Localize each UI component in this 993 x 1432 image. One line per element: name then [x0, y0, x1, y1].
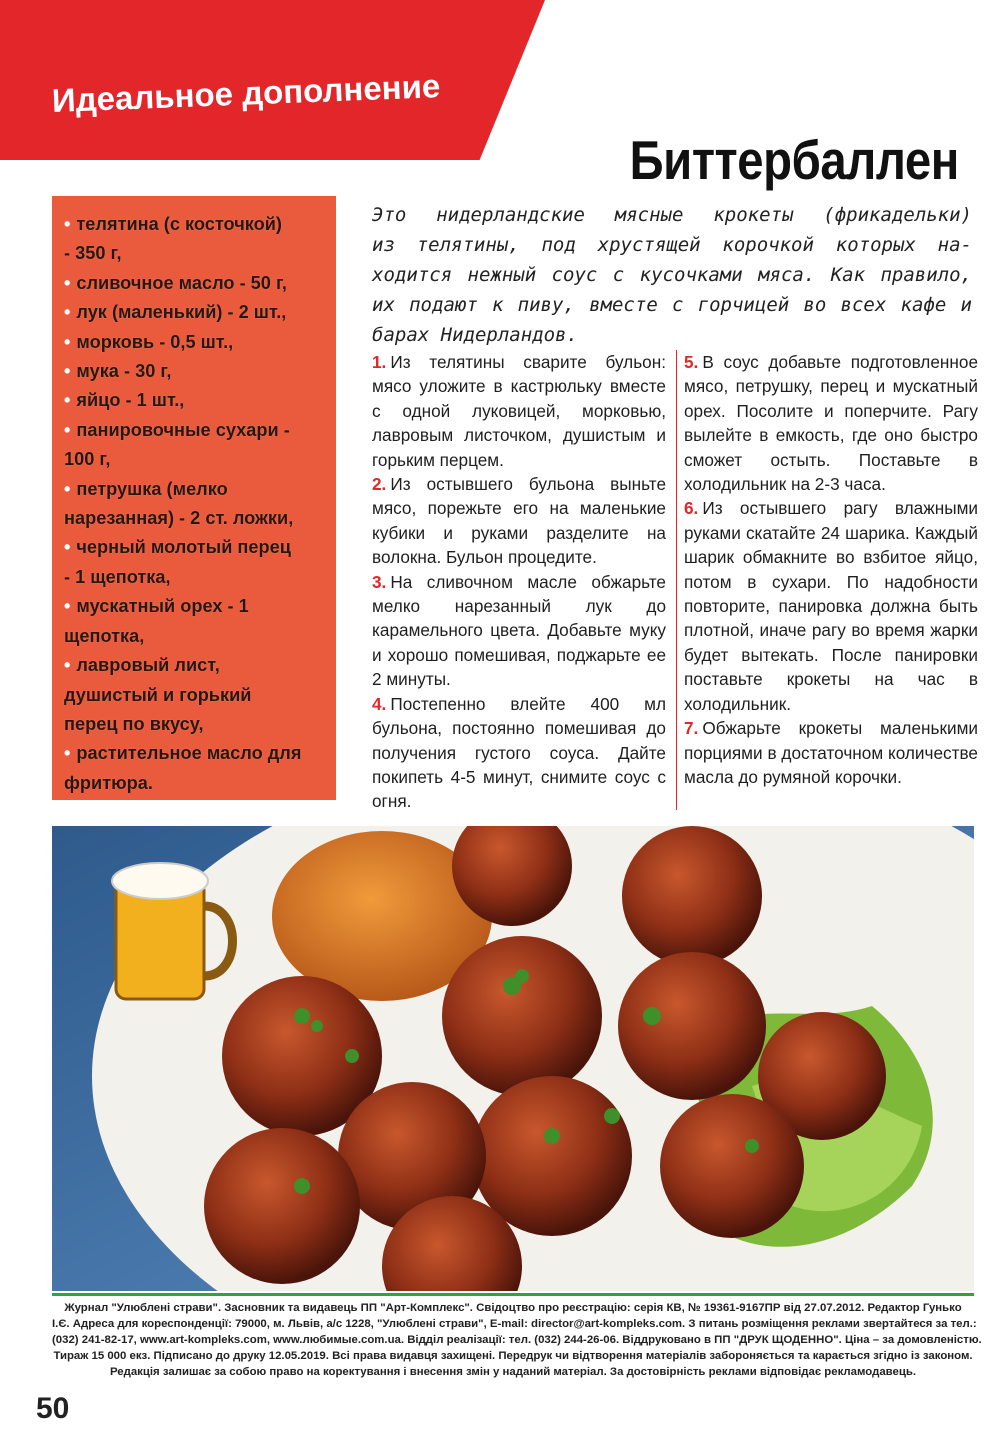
ingredient-line	[64, 504, 328, 533]
recipe-step	[372, 570, 666, 692]
intro-line: барах Нидерландов.	[372, 324, 578, 346]
ingredient-line	[64, 386, 328, 415]
bullet-icon: •	[64, 596, 71, 617]
ingredient-text: лавровый лист,	[76, 655, 220, 676]
step-number: 3.	[372, 571, 387, 592]
step-number: 2.	[372, 474, 387, 495]
recipe-intro	[372, 200, 972, 350]
bullet-icon: •	[64, 214, 71, 234]
recipe-step	[372, 692, 666, 814]
ingredient-line	[64, 269, 328, 298]
recipe-step	[684, 496, 978, 716]
bullet-icon: •	[64, 361, 71, 382]
ingredient-line	[64, 651, 328, 680]
ingredient-text: нарезанная) - 2 ст. ложки,	[64, 508, 294, 529]
ingredient-text: панировочные сухари -	[76, 419, 290, 440]
ingredient-line	[64, 622, 328, 651]
ingredient-text: - 1 щепотка,	[64, 566, 171, 587]
ingredient-text: лук (маленький) - 2 шт.,	[76, 302, 287, 323]
step-text: На сливочном масле обжарьте мелко нарезанный лук до карамельного цвета. Добавьте муку и хорошо помешивая, поджарьте ее 2 минуты.	[372, 571, 666, 690]
recipe-title: Биттербаллен	[629, 129, 959, 191]
imprint-line: І.Є. Адреса для кореспонденції: 79000, м. Львів, а/с 1228, "Улюблені страви", E-mail: director@art-kompleks.com. З питань розміщення реклами звертайтеся за тел.:	[52, 1318, 977, 1330]
intro-line: ходится нежный соус с кусочками мяса. Как правило,	[372, 264, 972, 286]
recipe-step	[372, 472, 666, 570]
imprint-line: Журнал "Улюблені страви". Засновник та видавець ПП "Арт-Комплекс". Свідоцтво про реєстрацію: серія КВ, № 19361-9167ПР від 27.07.2012. Редактор Гунько	[64, 1302, 962, 1314]
ingredient-text: щепотка,	[64, 625, 145, 646]
publisher-imprint	[52, 1300, 982, 1380]
ingredient-text: душистый и горький	[64, 684, 252, 705]
ingredient-text: петрушка (мелко	[76, 478, 228, 499]
footer-rule	[52, 1293, 974, 1296]
step-text: Из остывшего бульона выньте мясо, порежьте его на маленькие кубики и руками разделите на волокна. Бульон процедите.	[372, 474, 666, 568]
ingredient-line	[64, 328, 328, 357]
bullet-icon: •	[64, 743, 71, 764]
bullet-icon: •	[64, 655, 71, 676]
ingredients-box	[52, 196, 336, 800]
ingredient-text: черный молотый перец	[76, 537, 291, 558]
steps-column-left	[372, 350, 666, 814]
bullet-icon: •	[64, 390, 71, 411]
ingredient-text: телятина (с косточкой)	[76, 214, 282, 234]
ingredient-text: растительное масло для	[76, 743, 302, 764]
step-number: 1.	[372, 352, 387, 372]
bullet-icon: •	[64, 478, 71, 499]
bullet-icon: •	[64, 272, 71, 293]
imprint-line: Тираж 15 000 екз. Підписано до друку 12.05.2019. Всі права видавця захищені. Передрук чи відтворення матеріалів забороняється та карається згідно із законом.	[53, 1350, 973, 1362]
step-text: Постепенно влейте 400 мл бульона, постоянно помешивая до получения густого соуса. Дайте покипеть 4-5 минут, снимите соус с огня.	[372, 693, 666, 812]
ingredient-line	[64, 239, 328, 268]
ingredient-line	[64, 533, 328, 562]
ingredient-text: - 350 г,	[64, 243, 122, 264]
section-title: Идеальное дополнение	[51, 67, 441, 119]
imprint-line: (032) 241-82-17, www.art-kompleks.com, www.любимые.com.ua. Відділ реалізації: тел. (032) 244-26-06. Віддруковано в ПП "ДРУК ЩОДЕННО". Ціна – за домовленістю.	[52, 1334, 982, 1346]
ingredient-line	[64, 592, 328, 621]
intro-line: из телятины, под хрустящей корочкой которых на-	[372, 234, 972, 256]
ingredient-text: фритюра.	[64, 772, 153, 793]
recipe-step	[372, 350, 666, 472]
ingredient-line	[64, 681, 328, 710]
column-divider	[676, 350, 677, 810]
ingredient-line	[64, 475, 328, 504]
step-number: 5.	[684, 352, 699, 372]
step-text: В соус добавьте подготовленное мясо, петрушку, перец и мускатный орех. Посолите и поперчите. Рагу вылейте в емкость, где оно быстро сможет остыть. Поставьте в холодильник на 2-3 часа.	[684, 352, 978, 495]
ingredient-line	[64, 739, 328, 768]
recipe-step	[684, 350, 978, 496]
step-number: 4.	[372, 693, 387, 714]
ingredient-text: морковь - 0,5 шт.,	[76, 331, 234, 352]
intro-line: Это нидерландские мясные крокеты (фрикадельки)	[372, 204, 972, 226]
page-number: 50	[36, 1392, 70, 1425]
recipe-step	[684, 716, 978, 789]
ingredient-line	[64, 769, 328, 798]
step-number: 6.	[684, 498, 699, 519]
ingredient-text: сливочное масло - 50 г,	[76, 272, 287, 293]
ingredient-text: перец по вкусу,	[64, 713, 204, 734]
bullet-icon: •	[64, 331, 71, 352]
ingredient-line	[64, 710, 328, 739]
ingredient-line	[64, 298, 328, 327]
step-text: Из остывшего рагу влажными руками скатайте 24 шарика. Каждый шарик обмакните во взбитое яйцо, потом в сухари. По надобности повторите, панировка должна быть плотной, иначе рагу во время жарки будет вытекать. После панировки поставьте крокеты на час в холодильник.	[684, 498, 978, 714]
step-text: Из телятины сварите бульон: мясо уложите в кастрюльку вместе с одной луковицей, морковью, лавровым листочком, душистым и горьким перцем.	[372, 352, 666, 470]
step-text: Обжарьте крокеты маленькими порциями в достаточном количестве масла до румяной корочки.	[684, 718, 978, 787]
step-number: 7.	[684, 718, 699, 739]
imprint-line: Редакція залишає за собою право на коректування і внесення змін у наданий матеріал. За достовірність реклами відповідає рекламодавець.	[109, 1366, 917, 1378]
ingredient-line	[64, 210, 328, 239]
ingredient-line	[64, 416, 328, 445]
bullet-icon: •	[64, 537, 71, 558]
bitterballen-photo	[52, 826, 974, 1291]
ingredient-text: мускатный орех - 1	[76, 596, 249, 617]
steps-column-right	[684, 350, 978, 789]
bullet-icon: •	[64, 302, 71, 323]
bullet-icon: •	[64, 419, 71, 440]
intro-line: их подают к пиву, вместе с горчицей во всех кафе и	[372, 294, 972, 316]
ingredient-line	[64, 445, 328, 474]
ingredient-text: яйцо - 1 шт.,	[76, 390, 185, 411]
ingredient-text: 100 г,	[64, 449, 111, 470]
ingredient-text: мука - 30 г,	[76, 361, 172, 382]
ingredient-line	[64, 563, 328, 592]
ingredient-line	[64, 357, 328, 386]
